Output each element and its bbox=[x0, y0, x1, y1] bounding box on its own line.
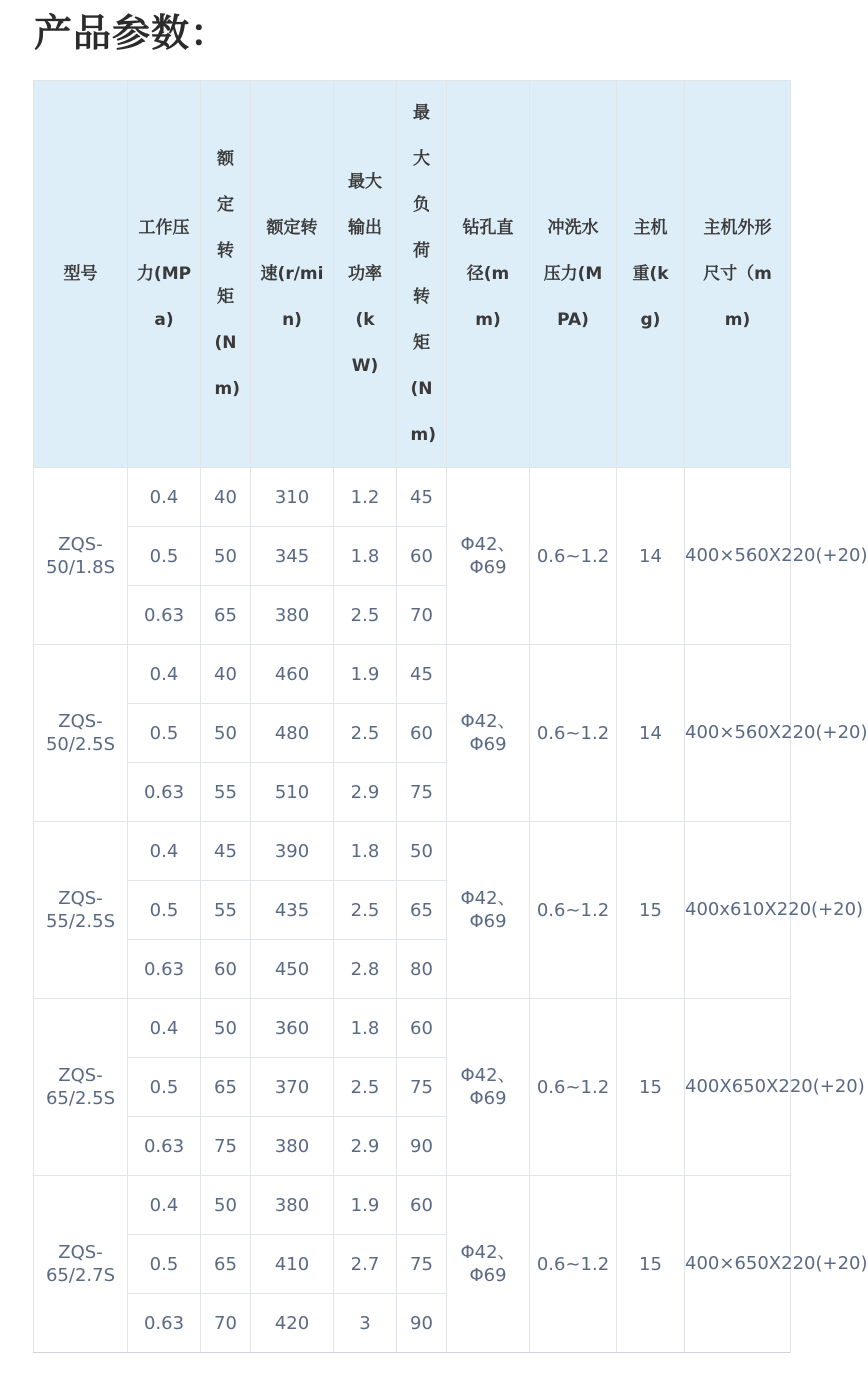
rated-torque-cell: 50 bbox=[201, 704, 251, 763]
rated-speed-cell: 510 bbox=[251, 763, 334, 822]
max-load-torque-cell: 50 bbox=[397, 822, 447, 881]
max-load-torque-cell: 45 bbox=[397, 645, 447, 704]
max-power-cell: 1.9 bbox=[334, 645, 397, 704]
rated-speed-cell: 370 bbox=[251, 1058, 334, 1117]
model-cell: ZQS-65/2.7S bbox=[34, 1176, 128, 1353]
header-bore-diameter: 钻孔直径(mm) bbox=[447, 81, 530, 468]
rated-torque-cell: 75 bbox=[201, 1117, 251, 1176]
flush-water-pressure-cell: 0.6~1.2 bbox=[530, 822, 617, 999]
main-dimensions-cell: 400×560X220(+20) bbox=[685, 645, 791, 822]
max-load-torque-cell: 90 bbox=[397, 1117, 447, 1176]
max-load-torque-cell: 90 bbox=[397, 1294, 447, 1353]
max-power-cell: 2.5 bbox=[334, 586, 397, 645]
bore-diameter-cell: Φ42、Φ69 bbox=[447, 468, 530, 645]
bore-diameter-cell: Φ42、Φ69 bbox=[447, 645, 530, 822]
bore-diameter-cell: Φ42、Φ69 bbox=[447, 1176, 530, 1353]
header-main-weight: 主机重(kg) bbox=[617, 81, 685, 468]
pressure-cell: 0.5 bbox=[128, 881, 201, 940]
max-load-torque-cell: 75 bbox=[397, 763, 447, 822]
rated-torque-cell: 50 bbox=[201, 1176, 251, 1235]
rated-speed-cell: 420 bbox=[251, 1294, 334, 1353]
rated-speed-cell: 410 bbox=[251, 1235, 334, 1294]
pressure-cell: 0.63 bbox=[128, 586, 201, 645]
pressure-cell: 0.5 bbox=[128, 1235, 201, 1294]
header-max-load-torque: 最大负荷转矩(Nm) bbox=[397, 81, 447, 468]
max-load-torque-cell: 60 bbox=[397, 999, 447, 1058]
pressure-cell: 0.4 bbox=[128, 822, 201, 881]
max-load-torque-cell: 60 bbox=[397, 527, 447, 586]
model-cell: ZQS-65/2.5S bbox=[34, 999, 128, 1176]
pressure-cell: 0.4 bbox=[128, 645, 201, 704]
rated-torque-cell: 65 bbox=[201, 586, 251, 645]
max-power-cell: 2.5 bbox=[334, 704, 397, 763]
max-power-cell: 2.8 bbox=[334, 940, 397, 999]
rated-torque-cell: 60 bbox=[201, 940, 251, 999]
max-load-torque-cell: 80 bbox=[397, 940, 447, 999]
max-power-cell: 2.5 bbox=[334, 881, 397, 940]
rated-torque-cell: 50 bbox=[201, 527, 251, 586]
rated-speed-cell: 450 bbox=[251, 940, 334, 999]
header-main-dimensions: 主机外形尺寸（mm) bbox=[685, 81, 791, 468]
rated-speed-cell: 345 bbox=[251, 527, 334, 586]
max-power-cell: 3 bbox=[334, 1294, 397, 1353]
max-power-cell: 1.8 bbox=[334, 999, 397, 1058]
pressure-cell: 0.4 bbox=[128, 999, 201, 1058]
flush-water-pressure-cell: 0.6~1.2 bbox=[530, 645, 617, 822]
main-weight-cell: 15 bbox=[617, 1176, 685, 1353]
rated-torque-cell: 55 bbox=[201, 881, 251, 940]
rated-speed-cell: 380 bbox=[251, 1176, 334, 1235]
model-cell: ZQS-50/1.8S bbox=[34, 468, 128, 645]
rated-speed-cell: 380 bbox=[251, 586, 334, 645]
max-power-cell: 1.2 bbox=[334, 468, 397, 527]
max-power-cell: 1.8 bbox=[334, 822, 397, 881]
max-load-torque-cell: 45 bbox=[397, 468, 447, 527]
pressure-cell: 0.4 bbox=[128, 468, 201, 527]
header-rated-speed: 额定转速(r/min) bbox=[251, 81, 334, 468]
max-power-cell: 2.5 bbox=[334, 1058, 397, 1117]
table-bottom-divider bbox=[33, 1352, 790, 1353]
max-power-cell: 2.7 bbox=[334, 1235, 397, 1294]
rated-speed-cell: 360 bbox=[251, 999, 334, 1058]
rated-torque-cell: 40 bbox=[201, 468, 251, 527]
rated-speed-cell: 460 bbox=[251, 645, 334, 704]
header-working-pressure: 工作压力(MPa) bbox=[128, 81, 201, 468]
rated-speed-cell: 435 bbox=[251, 881, 334, 940]
max-load-torque-cell: 60 bbox=[397, 704, 447, 763]
max-power-cell: 1.8 bbox=[334, 527, 397, 586]
flush-water-pressure-cell: 0.6~1.2 bbox=[530, 468, 617, 645]
table-row bbox=[34, 999, 791, 1058]
pressure-cell: 0.5 bbox=[128, 1058, 201, 1117]
header-rated-torque: 额定转矩(Nm) bbox=[201, 81, 251, 468]
max-load-torque-cell: 75 bbox=[397, 1235, 447, 1294]
main-weight-cell: 14 bbox=[617, 468, 685, 645]
pressure-cell: 0.5 bbox=[128, 527, 201, 586]
table-row bbox=[34, 468, 791, 527]
header-model: 型号 bbox=[34, 81, 128, 468]
rated-torque-cell: 50 bbox=[201, 999, 251, 1058]
rated-torque-cell: 70 bbox=[201, 1294, 251, 1353]
table-row bbox=[34, 1176, 791, 1235]
pressure-cell: 0.4 bbox=[128, 1176, 201, 1235]
rated-speed-cell: 380 bbox=[251, 1117, 334, 1176]
main-weight-cell: 15 bbox=[617, 822, 685, 999]
flush-water-pressure-cell: 0.6~1.2 bbox=[530, 999, 617, 1176]
rated-torque-cell: 40 bbox=[201, 645, 251, 704]
pressure-cell: 0.63 bbox=[128, 940, 201, 999]
table-row bbox=[34, 645, 791, 704]
main-dimensions-cell: 400×560X220(+20) bbox=[685, 468, 791, 645]
model-cell: ZQS-50/2.5S bbox=[34, 645, 128, 822]
max-power-cell: 2.9 bbox=[334, 763, 397, 822]
header-max-power: 最大输出功率(kW) bbox=[334, 81, 397, 468]
rated-torque-cell: 55 bbox=[201, 763, 251, 822]
max-load-torque-cell: 75 bbox=[397, 1058, 447, 1117]
main-weight-cell: 14 bbox=[617, 645, 685, 822]
max-power-cell: 2.9 bbox=[334, 1117, 397, 1176]
model-cell: ZQS-55/2.5S bbox=[34, 822, 128, 999]
rated-speed-cell: 390 bbox=[251, 822, 334, 881]
main-dimensions-cell: 400x610X220(+20) bbox=[685, 822, 791, 999]
main-dimensions-cell: 400X650X220(+20) bbox=[685, 999, 791, 1176]
main-dimensions-cell: 400×650X220(+20) bbox=[685, 1176, 791, 1353]
table-row bbox=[34, 822, 791, 881]
max-load-torque-cell: 60 bbox=[397, 1176, 447, 1235]
header-flush-water-pressure: 冲洗水压力(MPA) bbox=[530, 81, 617, 468]
pressure-cell: 0.63 bbox=[128, 1294, 201, 1353]
rated-torque-cell: 65 bbox=[201, 1058, 251, 1117]
pressure-cell: 0.63 bbox=[128, 1117, 201, 1176]
max-load-torque-cell: 70 bbox=[397, 586, 447, 645]
pressure-cell: 0.63 bbox=[128, 763, 201, 822]
max-load-torque-cell: 65 bbox=[397, 881, 447, 940]
rated-speed-cell: 480 bbox=[251, 704, 334, 763]
rated-speed-cell: 310 bbox=[251, 468, 334, 527]
product-spec-table bbox=[33, 80, 868, 1353]
page-title: 产品参数： bbox=[34, 11, 230, 55]
max-power-cell: 1.9 bbox=[334, 1176, 397, 1235]
pressure-cell: 0.5 bbox=[128, 704, 201, 763]
table-header-row bbox=[34, 81, 791, 468]
bore-diameter-cell: Φ42、Φ69 bbox=[447, 822, 530, 999]
bore-diameter-cell: Φ42、Φ69 bbox=[447, 999, 530, 1176]
main-weight-cell: 15 bbox=[617, 999, 685, 1176]
rated-torque-cell: 45 bbox=[201, 822, 251, 881]
rated-torque-cell: 65 bbox=[201, 1235, 251, 1294]
flush-water-pressure-cell: 0.6~1.2 bbox=[530, 1176, 617, 1353]
